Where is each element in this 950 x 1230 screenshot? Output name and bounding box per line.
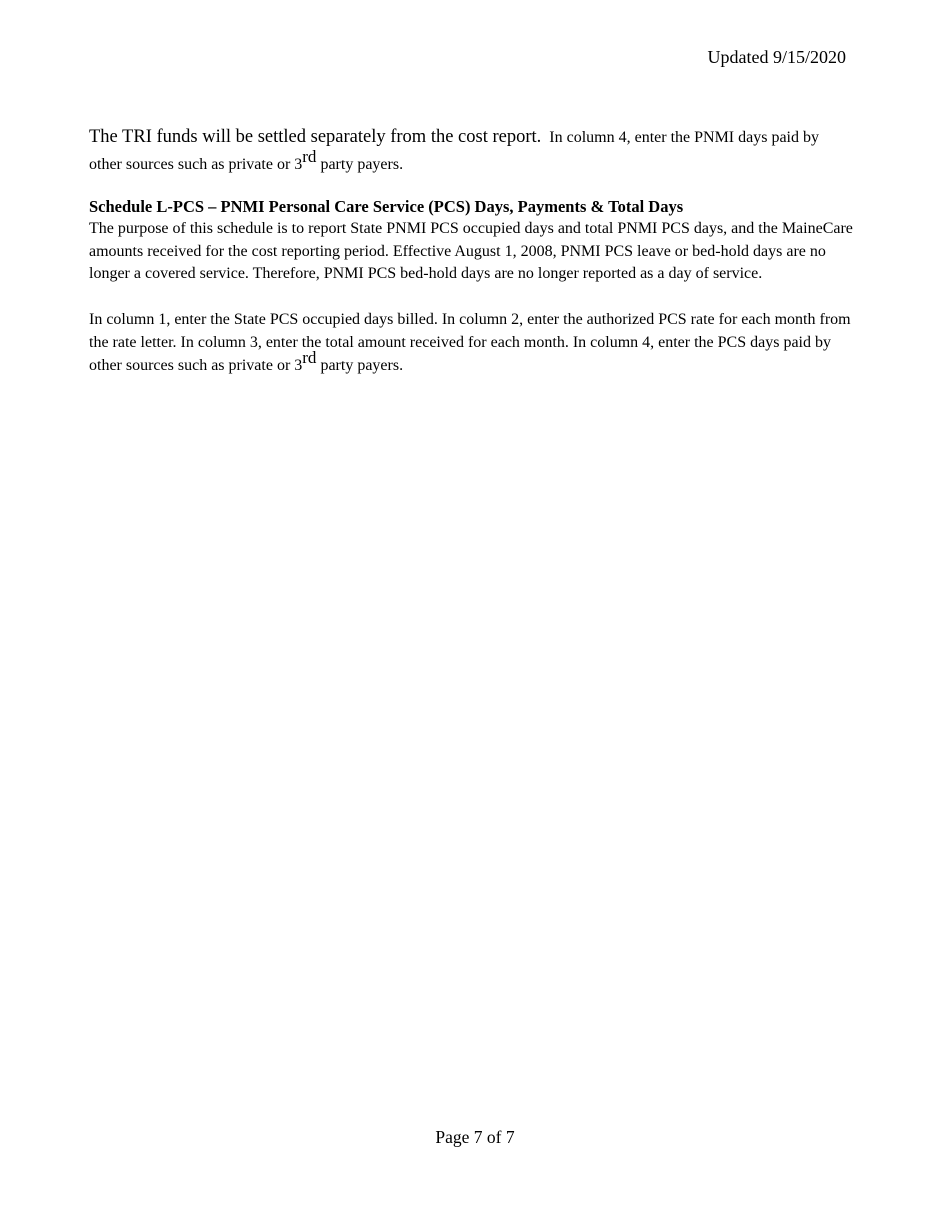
- schedule-lpcs-columns-paragraph: [89, 308, 853, 377]
- tri-funds-tail-text: party payers.: [316, 156, 404, 173]
- schedule-lpcs-purpose-paragraph: The purpose of this schedule is to report State PNMI PCS occupied days and total PNMI PCS days, and the MaineCare amounts received for the cost reporting period. Effective August 1, 2008, PNMI PCS leave or bed-hold days are no longer a covered service. Therefore, PNMI PCS bed-hold days are no longer reported as a day of service.: [89, 220, 853, 282]
- updated-date: Updated 9/15/2020: [707, 47, 846, 67]
- schedule-lpcs-columns-text: In column 1, enter the State PCS occupied days billed. In column 2, enter the authorized PCS rate for each month from the rate letter. In column 3, enter the total amount received for each month. In column 4, enter the PCS days paid by other sources such as private or 3: [89, 310, 851, 374]
- schedule-lpcs-heading: Schedule L-PCS – PNMI Personal Care Service (PCS) Days, Payments & Total Days: [89, 197, 684, 216]
- page-number: Page 7 of 7: [435, 1127, 515, 1147]
- tri-funds-column4-text: In column 4, enter the PNMI days paid by other sources such as private or 3: [89, 129, 819, 173]
- schedule-lpcs-columns-tail-text: party payers.: [316, 356, 404, 374]
- page-content: [89, 124, 853, 377]
- ordinal-superscript: rd: [302, 347, 317, 367]
- tri-funds-paragraph: [89, 124, 853, 178]
- tri-funds-lead-sentence: The TRI funds will be settled separately from the cost report.: [89, 127, 542, 147]
- ordinal-superscript: rd: [302, 147, 317, 166]
